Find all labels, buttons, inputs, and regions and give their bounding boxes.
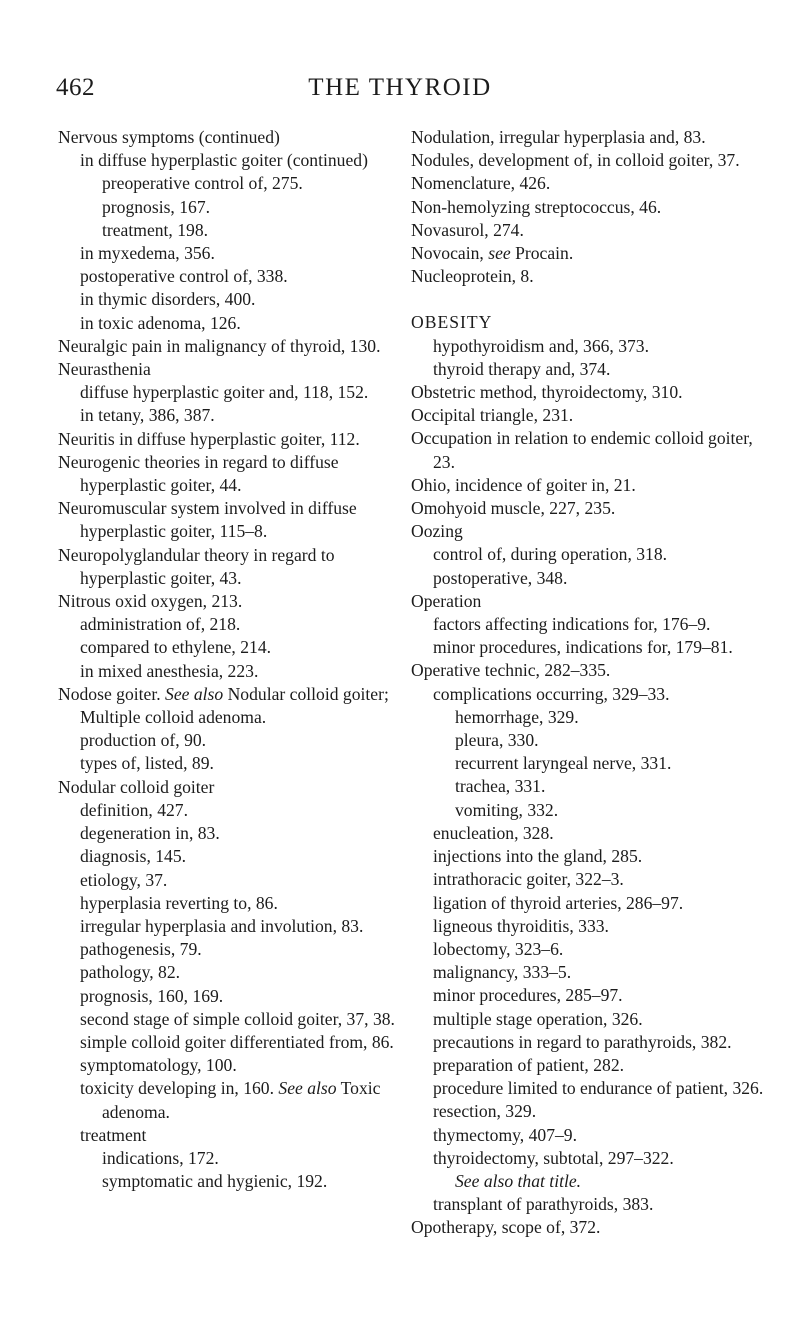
see-also-label: see [488,243,511,264]
entry-text: Obstetric method, thyroidectomy, 310. [411,382,683,403]
index-subentry [455,799,771,822]
entry-text: in mixed anesthesia, 223. [80,660,259,681]
entry-text: enucleation, 328. [433,822,554,843]
entry-text: Nodose goiter. [58,683,161,704]
entry-text: indications, 172. [102,1147,219,1168]
index-subentry [433,636,771,659]
index-subentry [80,242,408,265]
entry-text: simple colloid goiter differentiated from, 86. [80,1031,394,1052]
index-subentry [433,1008,771,1031]
index-subentry [102,219,408,242]
index-subentry [433,915,771,938]
entry-text: second stage of simple colloid goiter, 37, 38. [80,1008,395,1029]
entry-text: Neurogenic theories in regard to diffuse hyperplastic goiter, 44. [58,451,339,496]
index-subentry [433,1054,771,1077]
index-subentry [80,381,408,404]
index-subentry [102,1170,408,1193]
entry-text: malignancy, 333–5. [433,962,572,983]
index-subentry [433,1077,771,1100]
entry-text: Operative technic, 282–335. [411,660,611,681]
index-subentry [80,288,408,311]
index-entry [411,590,771,613]
index-entry [58,126,408,149]
index-entry [58,451,408,497]
index-subentry [433,961,771,984]
index-subentry [455,775,771,798]
index-subentry [80,752,408,775]
entry-text: Nodules, development of, in colloid goiter, 37. [411,150,740,171]
entry-text: ligation of thyroid arteries, 286–97. [433,892,684,913]
entry-text: complications occurring, 329–33. [433,683,670,704]
index-subentry [433,567,771,590]
index-subentry [433,868,771,891]
entry-text: intrathoracic goiter, 322–3. [433,869,624,890]
entry-text: recurrent laryngeal nerve, 331. [455,753,672,774]
index-entry [411,520,771,543]
entry-text: factors affecting indications for, 176–9. [433,614,711,635]
index-subentry [80,1054,408,1077]
entry-text: compared to ethylene, 214. [80,637,272,658]
index-subentry [433,845,771,868]
see-also-label: See also [278,1078,337,1099]
entry-text: prognosis, 167. [102,196,211,217]
entry-text: Nitrous oxid oxygen, 213. [58,591,243,612]
index-subentry [80,822,408,845]
entry-text: thymectomy, 407–9. [433,1124,577,1145]
entry-text: ligneous thyroiditis, 333. [433,915,609,936]
index-entry [58,590,408,613]
entry-text: pathogenesis, 79. [80,939,202,960]
entry-text: in toxic adenoma, 126. [80,312,241,333]
index-entry [58,544,408,590]
index-subentry [433,683,771,706]
entry-text: in diffuse hyperplastic goiter (continued) [80,150,368,171]
entry-text: lobectomy, 323–6. [433,938,564,959]
index-subentry [433,358,771,381]
index-subentry [102,1147,408,1170]
entry-text: etiology, 37. [80,869,168,890]
index-subentry [455,706,771,729]
entry-text: symptomatic and hygienic, 192. [102,1171,328,1192]
index-entry [411,1216,771,1239]
entry-text: precautions in regard to parathyroids, 382. [433,1031,732,1052]
entry-text: vomiting, 332. [455,799,559,820]
index-subentry [80,729,408,752]
section-gap [411,288,771,311]
index-column-right [411,126,771,1240]
index-subentry [80,636,408,659]
index-entry [411,427,771,473]
index-subentry [455,752,771,775]
index-subentry [433,1124,771,1147]
entry-text: control of, during operation, 318. [433,544,668,565]
entry-text: resection, 329. [433,1101,537,1122]
see-also-target: Toxic adenoma. [102,1078,381,1122]
index-subentry [80,845,408,868]
entry-text: hyperplasia reverting to, 86. [80,892,278,913]
entry-text: in tetany, 386, 387. [80,405,215,426]
entry-text: diffuse hyperplastic goiter and, 118, 152. [80,382,369,403]
index-subentry [80,312,408,335]
index-subentry [433,984,771,1007]
entry-text: production of, 90. [80,730,207,751]
index-subentry [433,335,771,358]
index-entry [58,358,408,381]
entry-text: Non-hemolyzing streptococcus, 46. [411,196,662,217]
page-number: 462 [56,74,95,101]
entry-text: pathology, 82. [80,962,181,983]
entry-text: administration of, 218. [80,614,241,635]
index-subentry [80,985,408,1008]
index-subentry [433,543,771,566]
index-subentry [80,869,408,892]
entry-text: minor procedures, indications for, 179–81. [433,637,733,658]
entry-text: symptomatology, 100. [80,1055,237,1076]
entry-text: irregular hyperplasia and involution, 83. [80,915,364,936]
entry-text: preparation of patient, 282. [433,1054,625,1075]
index-entry [411,196,771,219]
index-entry [411,265,771,288]
index-letter-heading [411,311,771,334]
entry-text: transplant of parathyroids, 383. [433,1194,654,1215]
index-subentry [80,892,408,915]
index-entry [58,335,408,358]
index-subentry [80,265,408,288]
index-entry [411,242,771,265]
entry-text: pleura, 330. [455,730,539,751]
index-entry [58,497,408,543]
entry-text: Nomenclature, 426. [411,173,551,194]
entry-text: postoperative, 348. [433,567,568,588]
index-subentry [80,915,408,938]
entry-text: treatment [80,1124,147,1145]
index-subentry [433,613,771,636]
entry-text: Nodulation, irregular hyperplasia and, 83. [411,127,706,147]
index-entry [58,428,408,451]
entry-text: hemorrhage, 329. [455,706,579,727]
entry-text: Neuritis in diffuse hyperplastic goiter, 112. [58,428,360,449]
entry-text: Occipital triangle, 231. [411,405,574,426]
index-subentry [102,172,408,195]
index-subentry [80,149,408,172]
index-entry [58,683,408,729]
entry-text: Nervous symptoms (continued) [58,127,280,147]
index-subentry [80,404,408,427]
entry-text: preoperative control of, 275. [102,173,303,194]
index-entry [411,126,771,149]
entry-text: postoperative control of, 338. [80,266,288,287]
index-subentry [80,613,408,636]
see-also-label: See also [165,683,224,704]
entry-text: Opotherapy, scope of, 372. [411,1217,601,1238]
index-column-left [58,126,408,1193]
entry-text: thyroid therapy and, 374. [433,358,611,379]
entry-text: Operation [411,590,482,611]
index-entry [411,497,771,520]
entry-text: Nodular colloid goiter [58,776,215,797]
index-subentry [433,1100,771,1123]
index-subentry [80,938,408,961]
index-subentry [433,938,771,961]
entry-text: Neuralgic pain in malignancy of thyroid, 130. [58,335,381,356]
index-subentry [433,892,771,915]
entry-text: in myxedema, 356. [80,243,215,264]
index-entry [58,776,408,799]
index-subentry [80,1031,408,1054]
index-subentry [433,1193,771,1216]
index-subentry [80,1008,408,1031]
entry-text: prognosis, 160, 169. [80,985,224,1006]
running-head: THE THYROID [308,74,492,101]
entry-text: multiple stage operation, 326. [433,1008,643,1029]
see-also-target: Nodular colloid goiter; Multiple colloid adenoma. [80,683,389,728]
entry-text: Neurasthenia [58,359,151,380]
entry-text: Oozing [411,521,463,542]
index-entry [411,659,771,682]
index-subentry [433,1031,771,1054]
index-entry [411,219,771,242]
entry-text: types of, listed, 89. [80,753,214,774]
entry-text: hypothyroidism and, 366, 373. [433,335,650,356]
index-entry [411,474,771,497]
entry-text: diagnosis, 145. [80,846,187,867]
index-subentry [80,1124,408,1147]
entry-text: procedure limited to endurance of patient, 326. [433,1078,764,1099]
entry-text: Novasurol, 274. [411,219,524,240]
entry-text: Ohio, incidence of goiter in, 21. [411,474,636,495]
index-subentry [80,660,408,683]
index-entry [411,149,771,172]
index-subentry [80,1077,408,1123]
entry-text: degeneration in, 83. [80,823,220,844]
entry-text: minor procedures, 285–97. [433,985,623,1006]
entry-text: Nucleoprotein, 8. [411,266,534,287]
entry-text: Occupation in relation to endemic colloid goiter, 23. [411,428,753,472]
entry-text: thyroidectomy, subtotal, 297–322. [433,1147,674,1168]
entry-text: trachea, 331. [455,776,546,797]
entry-text: in thymic disorders, 400. [80,289,256,310]
index-entry [411,172,771,195]
index-subentry [80,961,408,984]
entry-text: injections into the gland, 285. [433,846,643,867]
index-subentry [455,729,771,752]
entry-text: Neuropolyglandular theory in regard to hyperplastic goiter, 43. [58,544,335,588]
entry-text: Omohyoid muscle, 227, 235. [411,498,616,519]
index-subentry [80,799,408,822]
page-header [0,74,800,114]
entry-text: definition, 427. [80,799,188,820]
entry-text: OBESITY [411,312,493,333]
entry-text: Novocain, [411,243,484,264]
index-entry [411,381,771,404]
index-subentry [102,196,408,219]
entry-text: toxicity developing in, 160. [80,1078,274,1099]
see-also-target: Procain. [515,243,574,264]
entry-text: treatment, 198. [102,219,209,240]
see-also-reference: See also that title. [455,1170,582,1191]
index-subentry [433,822,771,845]
index-subentry [433,1147,771,1193]
index-entry [411,404,771,427]
entry-text: Neuromuscular system involved in diffuse hyperplastic goiter, 115–8. [58,498,357,542]
